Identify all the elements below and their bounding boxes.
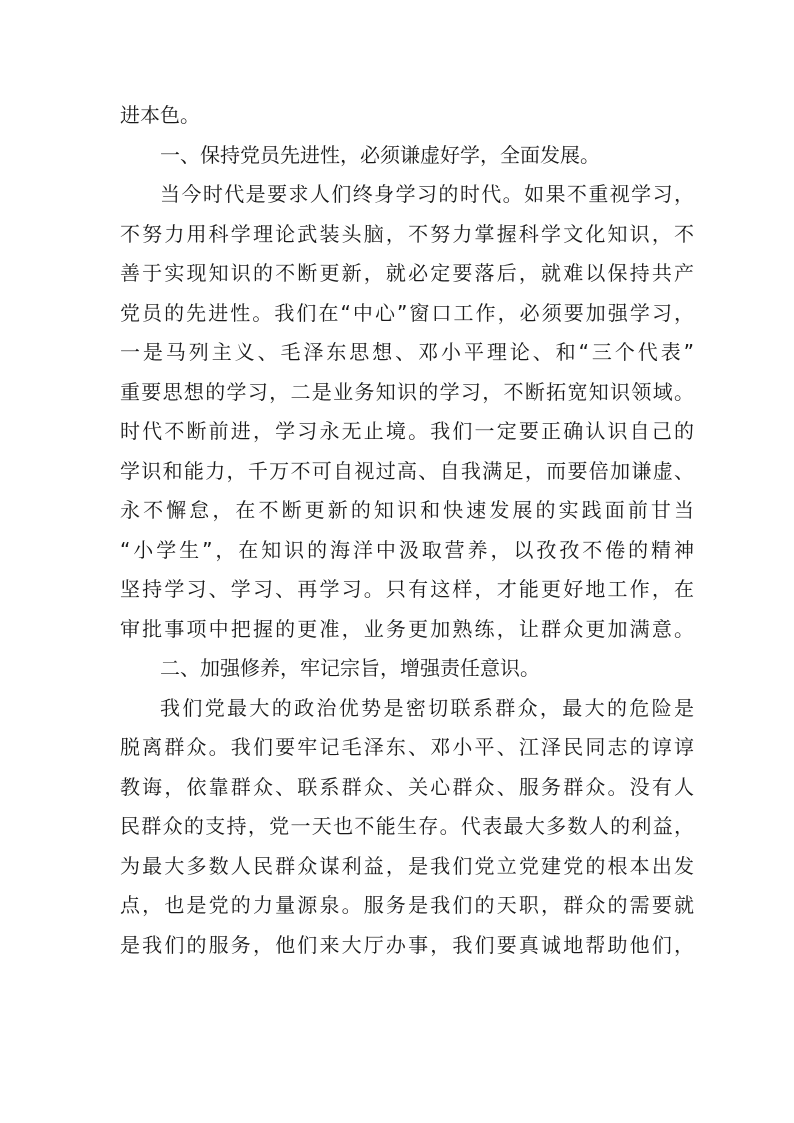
text-line: 当今时代是要求人们终身学习的时代。如果不重视学习， bbox=[160, 182, 694, 206]
text-line: 不努力用科学理论武装头脑，不努力掌握科学文化知识，不 bbox=[120, 221, 694, 246]
text-line: 一、保持党员先进性，必须谦虚好学，全面发展。 bbox=[160, 142, 600, 167]
text-line: 为最大多数人民群众谋利益，是我们党立党建党的根本出发 bbox=[120, 853, 694, 878]
text-line: 永不懈怠，在不断更新的知识和快速发展的实践面前甘当 bbox=[120, 498, 694, 522]
text-line: 教诲，依靠群众、联系群众、关心群众、服务群众。没有人 bbox=[120, 774, 694, 799]
text-line: 进本色。 bbox=[120, 103, 200, 127]
text-line: 善于实现知识的不断更新，就必定要落后，就难以保持共产 bbox=[120, 261, 694, 285]
text-line: 审批事项中把握的更准，业务更加熟练，让群众更加满意。 bbox=[120, 616, 694, 641]
text-line: “小学生”，在知识的海洋中汲取营养，以孜孜不倦的精神 bbox=[120, 537, 694, 562]
text-line: 一是马列主义、毛泽东思想、邓小平理论、和“三个代表” bbox=[120, 340, 694, 364]
text-line: 学识和能力，千万不可自视过高、自我满足，而要倍加谦虚、 bbox=[120, 458, 694, 483]
text-line: 点，也是党的力量源泉。服务是我们的天职，群众的需要就 bbox=[120, 893, 694, 917]
text-line: 民群众的支持，党一天也不能生存。代表最大多数人的利益， bbox=[120, 814, 694, 838]
text-line: 重要思想的学习，二是业务知识的学习，不断拓宽知识领域。 bbox=[120, 379, 694, 404]
text-line: 是我们的服务，他们来大厅办事，我们要真诚地帮助他们， bbox=[120, 932, 694, 957]
text-line: 二、加强修养，牢记宗旨，增强责任意识。 bbox=[160, 656, 540, 680]
text-line: 党员的先进性。我们在“中心”窗口工作，必须要加强学习， bbox=[120, 300, 694, 325]
text-line: 时代不断前进，学习永无止境。我们一定要正确认识自己的 bbox=[120, 419, 694, 443]
document-body bbox=[120, 96, 694, 965]
text-line: 坚持学习、学习、再学习。只有这样，才能更好地工作，在 bbox=[120, 577, 694, 601]
text-line: 我们党最大的政治优势是密切联系群众，最大的危险是 bbox=[160, 695, 694, 720]
text-line: 脱离群众。我们要牢记毛泽东、邓小平、江泽民同志的谆谆 bbox=[120, 735, 694, 759]
